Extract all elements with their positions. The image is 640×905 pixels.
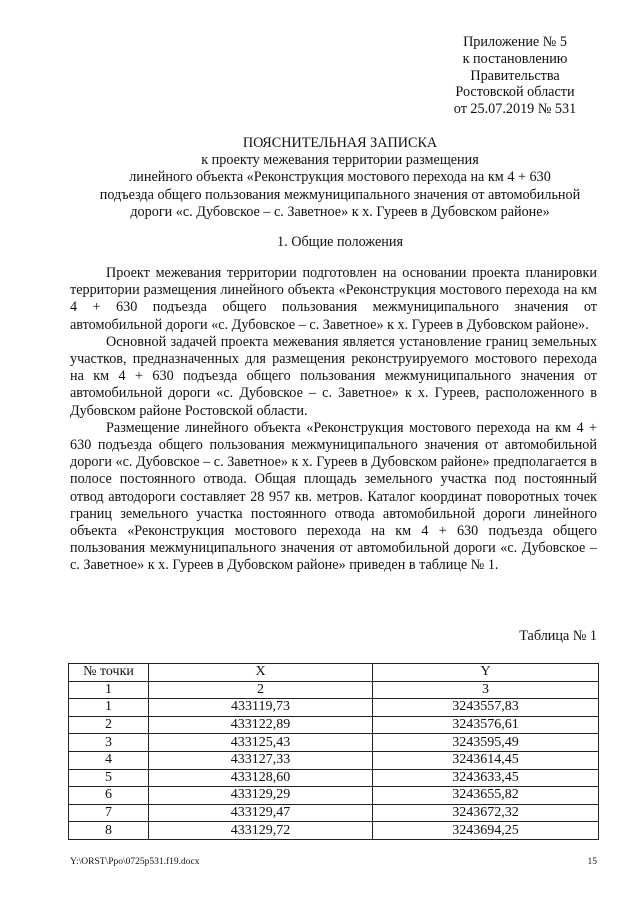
document-title [60,135,620,221]
appendix-line: Приложение № 5 [463,34,567,50]
table-cell: 1 [69,681,149,699]
table-cell: 3 [69,734,149,752]
table-cell: 433128,60 [149,769,373,787]
table-index-row [69,681,599,699]
table-cell: 4 [69,751,149,769]
table-cell: 2 [149,681,373,699]
table-cell: 3243655,82 [373,787,599,805]
table-cell: 3243595,49 [373,734,599,752]
section-heading: 1. Общие положения [277,234,403,250]
table-caption: Таблица № 1 [519,628,597,644]
header-x: X [149,664,373,682]
table-cell: 1 [69,699,149,717]
title-line: подъезда общего пользования межмуниципального значения от автомобильной [99,186,581,203]
header-point-number: № точки [69,664,149,682]
table-cell: 3243557,83 [373,699,599,717]
paragraph: Основной задачей проекта межевания является установление границ земельных участков, предназначенных для размещения реконструируемого мостового перехода на км 4 + 630 подъезда общего пользования межмуниципального значения от автомобильной дороги «с. Дубовское – с. Заветное» к х. Гуреев, расположенного в Дубовском районе Ростовской области. [70,333,597,419]
table-row [69,769,599,787]
table-cell: 433122,89 [149,716,373,734]
table-cell: 3243672,32 [373,804,599,822]
title-line: дороги «с. Дубовское – с. Заветное» к х. Гуреев в Дубовском районе» [130,203,550,220]
table-row [69,699,599,717]
table-cell: 3243633,45 [373,769,599,787]
table-cell: 3243576,61 [373,716,599,734]
paragraph: Размещение линейного объекта «Реконструкция мостового перехода на км 4 + 630 подъезда общего пользования межмуниципального значения от автомобильной дороги «с. Дубовское – с. Заветное» к х. Гуреев в Дубовском районе» предполагается в полосе постоянного отвода. Общая площадь земельного участка под постоянный отвод автодороги составляет 28 957 кв. метров. Каталог координат поворотных точек границ земельного участка постоянного отвода автомобильной дороги линейного объекта «Реконструкция мостового перехода на км 4 + 630 подъезда общего пользования межмуниципального значения от автомобильной дороги «с. Дубовское – с. Заветное» к х. Гуреев в Дубовском районе» приведен в таблице № 1. [70,419,597,574]
table-cell: 433127,33 [149,751,373,769]
table-cell: 2 [69,716,149,734]
appendix-block [420,34,610,118]
table-cell: 8 [69,822,149,840]
table-row [69,804,599,822]
table-row [69,822,599,840]
table-row [69,787,599,805]
table-cell: 3 [373,681,599,699]
header-y: Y [373,664,599,682]
table-row [69,751,599,769]
appendix-line: Правительства [470,67,560,84]
table-cell: 433129,72 [149,822,373,840]
appendix-line: к постановлению [462,50,568,67]
body-text [70,265,597,575]
paragraph: Проект межевания территории подготовлен на основании проекта планировки территории размещения линейного объекта «Реконструкция мостового перехода на км 4 + 630 подъезда общего пользования межмуниципального значения от автомобильной дороги «с. Дубовское – с. Заветное» к х. Гуреев в Дубовском районе». [70,265,597,333]
appendix-line: Ростовской области [455,84,575,101]
table-cell: 3243694,25 [373,822,599,840]
table-cell: 433119,73 [149,699,373,717]
title-line: к проекту межевания территории размещения [201,152,479,169]
table-cell: 7 [69,804,149,822]
table-cell: 5 [69,769,149,787]
table-row [69,734,599,752]
footer-page-number: 15 [587,857,597,867]
coordinates-table [68,663,599,840]
table-cell: 433129,29 [149,787,373,805]
footer-file-path: Y:\ORST\Ppo\0725p531.f19.docx [70,857,200,867]
title-line: линейного объекта «Реконструкция мостового перехода на км 4 + 630 [129,169,551,186]
table-cell: 433129,47 [149,804,373,822]
table-header-row [69,664,599,682]
table-cell: 433125,43 [149,734,373,752]
table-cell: 6 [69,787,149,805]
table-row [69,716,599,734]
title-heading: ПОЯСНИТЕЛЬНАЯ ЗАПИСКА [242,135,438,151]
table-cell: 3243614,45 [373,751,599,769]
appendix-line: от 25.07.2019 № 531 [453,101,577,118]
